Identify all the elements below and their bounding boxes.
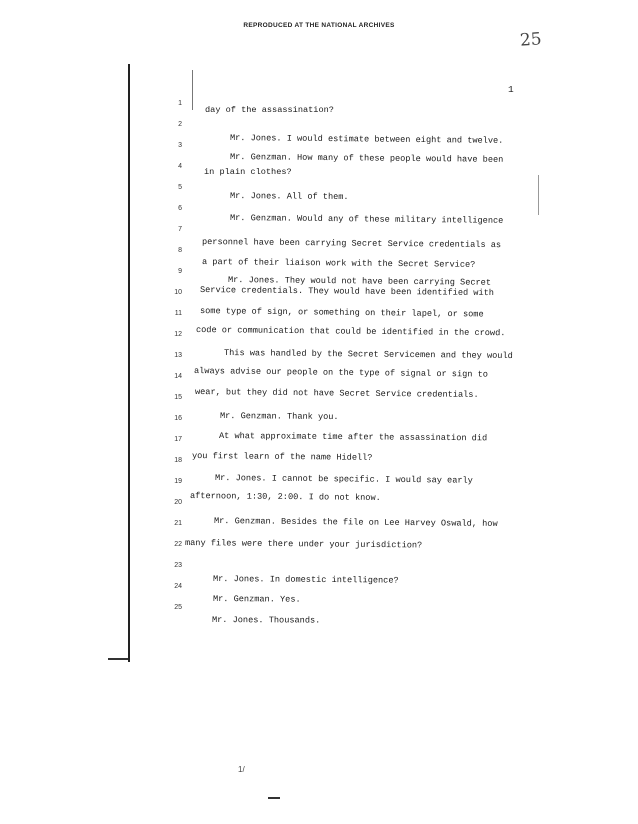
transcript-line: some type of sign, or something on their lapel, or some bbox=[199, 306, 484, 320]
line-number: 24 bbox=[174, 583, 182, 590]
transcript-line: Mr. Jones. Thousands. bbox=[211, 615, 321, 626]
line-number: 17 bbox=[174, 436, 182, 443]
transcript-line: day of the assassination? bbox=[205, 105, 334, 115]
transcript-line: many files were there under your jurisdiction? bbox=[184, 538, 423, 551]
transcript-line: afternoon, 1:30, 2:00. I do not know. bbox=[189, 491, 381, 503]
line-number: 25 bbox=[174, 604, 182, 611]
transcript-line: Mr. Genzman. Besides the file on Lee Harvey Oswald, how bbox=[213, 516, 498, 529]
transcript-line: Mr. Genzman. Thank you. bbox=[219, 411, 339, 423]
handwritten-page-number: 25 bbox=[519, 29, 543, 51]
line-number: 5 bbox=[178, 184, 182, 191]
transcript-line: in plain clothes? bbox=[204, 167, 292, 177]
transcript-line: always advise our people on the type of signal or sign to bbox=[193, 366, 489, 380]
footer-mark: 1/ bbox=[238, 765, 245, 774]
line-number: 18 bbox=[174, 457, 182, 464]
transcript-line: Service credentials. They would have been identified with bbox=[199, 285, 495, 299]
line-number: 14 bbox=[174, 373, 182, 380]
line-number: 10 bbox=[174, 289, 182, 296]
line-number: 3 bbox=[178, 142, 182, 149]
line-number: 15 bbox=[174, 394, 182, 401]
line-number: 16 bbox=[174, 415, 182, 422]
transcript-line: a part of their liaison work with the Secret Service? bbox=[201, 257, 476, 270]
transcript-line: Mr. Genzman. Would any of these military intelligence bbox=[229, 213, 504, 226]
line-number: 7 bbox=[178, 226, 182, 233]
transcript-line: Mr. Jones. All of them. bbox=[229, 191, 349, 203]
transcript-line: At what approximate time after the assassination did bbox=[218, 431, 488, 444]
left-margin-rule bbox=[128, 64, 130, 662]
transcript-line: wear, but they did not have Secret Service credentials. bbox=[194, 387, 479, 400]
page-number: 1 bbox=[508, 84, 514, 95]
bottom-dash-mark bbox=[268, 797, 280, 799]
transcript-line: Mr. Jones. They would not have been carrying Secret bbox=[227, 275, 492, 288]
line-number: 21 bbox=[174, 520, 182, 527]
archive-stamp: REPRODUCED AT THE NATIONAL ARCHIVES bbox=[243, 22, 395, 29]
transcript-line: personnel have been carrying Secret Service credentials as bbox=[201, 237, 502, 251]
margin-tick-mark bbox=[108, 658, 128, 660]
line-number: 13 bbox=[174, 352, 182, 359]
line-number: 12 bbox=[174, 331, 182, 338]
line-number: 9 bbox=[178, 268, 182, 275]
transcript-line: Mr. Jones. I cannot be specific. I would say early bbox=[214, 473, 473, 486]
transcript-line: Mr. Jones. In domestic intelligence? bbox=[212, 574, 399, 586]
line-number: 1 bbox=[178, 100, 182, 107]
line-number: 6 bbox=[178, 205, 182, 212]
line-number: 2 bbox=[178, 121, 182, 128]
transcript-line: Mr. Jones. I would estimate between eight and twelve. bbox=[229, 133, 504, 146]
inner-margin-rule bbox=[192, 70, 193, 110]
transcript-line: This was handled by the Secret Servicemen and they would bbox=[223, 348, 513, 362]
transcript-line: Mr. Genzman. Yes. bbox=[212, 594, 301, 605]
transcript-line: you first learn of the name Hidell? bbox=[191, 451, 373, 463]
transcript-line: Mr. Genzman. How many of these people would have been bbox=[229, 152, 504, 165]
line-number: 23 bbox=[174, 562, 182, 569]
line-number: 11 bbox=[174, 310, 182, 317]
line-number: 22 bbox=[174, 541, 182, 548]
right-edge-mark bbox=[538, 175, 539, 215]
line-number: 20 bbox=[174, 499, 182, 506]
transcript-line: code or communication that could be identified in the crowd. bbox=[195, 325, 506, 339]
line-number: 19 bbox=[174, 478, 182, 485]
line-number: 4 bbox=[178, 163, 182, 170]
line-number: 8 bbox=[178, 247, 182, 254]
